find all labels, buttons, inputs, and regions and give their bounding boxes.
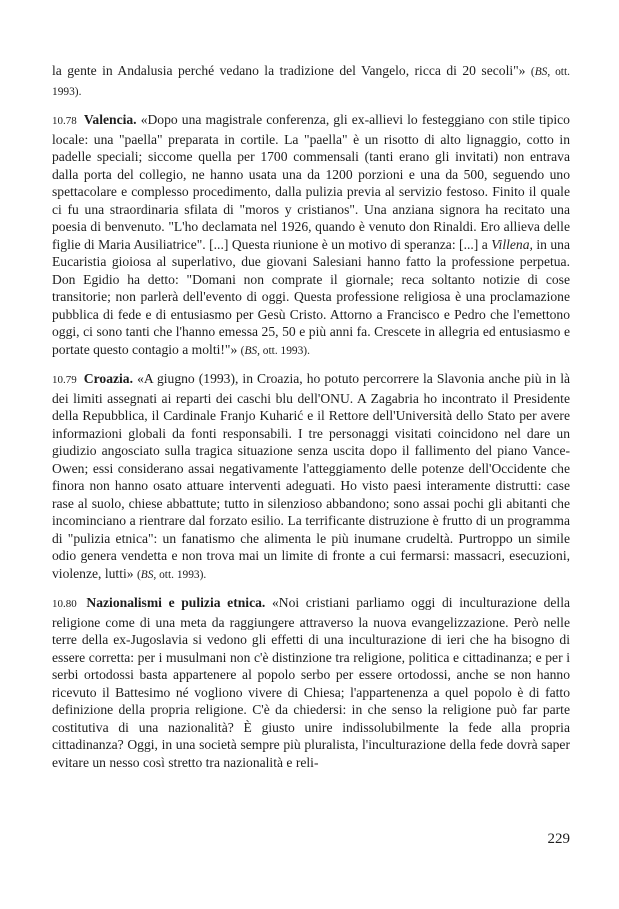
citation-source: BS <box>534 66 548 78</box>
citation: (BS, ott. 1993). <box>240 344 310 357</box>
paragraph-text: «A giugno (1993), in Croazia, ho potuto percorrere la Slavonia anche più in là dei limiti assegnati ai reparti dei caschi blu dell'ONU. A Zagabria ho incontrato il Presidente della Repubblica, il Cardinale Franjo Kuharić e il Rettore dell'Università dello Stato per avere informazioni globali da fonti responsabili. I tre personaggi visitati coincidono nel dare un giudizio angosciato sulla tragica situazione senza uscita dopo il fallimento del piano Vance-Owen; essi considerano assai negativamente l'atteggiamento delle potenze dell'Occidente che finora non hanno osato attuare interventi adeguati. Ho visto paesi interamente distrutti: case rase al suolo, chiese abbattute; tutto in silenzioso abbandono; sono assai pochi gli abitanti che incominciano a rientrare dal forzato esilio. La terrificante distruzione è frutto di un programma di "pulizia etnica": un fanatismo che alimenta le più inumane crudeltà. Purtroppo un simile odio genera vendetta e non trova mai un limite di fronte a cui fermarsi: massacri, esecuzioni, violenze, lutti» <box>52 371 571 581</box>
citation-source: BS, <box>140 568 157 581</box>
paragraph-heading: Croazia. <box>83 371 134 386</box>
paragraph-heading: Nazionalismi e pulizia etnica. <box>86 595 266 610</box>
paragraph-number: 10.80 <box>52 598 77 610</box>
paragraph-text: «Dopo una magistrale conferenza, gli ex-allievi lo festeggiano con stile tipico locale: una "paella" preparata in cortile. La "paella" è un risotto di alto lignaggio, cotto in padelle speciali; siccome quella per 1700 commensali (tanti erano gli invitati) non entrava dalla porta del collegio, ne hanno usata una da 1200 porzioni e una da 500, seguendo uno spettacolare e complesso procedimento, dalla pulizia previa al servizio festoso. Finito il quale ci fu una straordinaria sfilata di "moros y cristianos". Una anziana signora ha recitato una poesia di benvenuto. "L'ho declamata nel 1926, quando è venuto don Rinaldi. Ero allieva delle figlie di Maria Ausiliatrice". [...] Questa riunione è un motivo di speranza: [...] a <box>52 112 570 252</box>
paragraph-number: 10.79 <box>52 374 77 386</box>
citation: (BS, ott. 1993). <box>136 568 207 581</box>
citation: (BS, ott. 1993). <box>52 66 570 98</box>
paragraph-heading: Valencia. <box>83 112 137 127</box>
emphasis-text: Villena, <box>491 236 533 252</box>
citation-date: , ott. 1993). <box>52 66 570 98</box>
page-number: 229 <box>547 831 570 847</box>
paragraph-10-78 <box>52 111 570 360</box>
citation-date: ott. 1993). <box>259 344 310 357</box>
paragraph-number: 10.78 <box>52 115 77 127</box>
citation-source: BS, <box>244 344 260 357</box>
citation-date: ott. 1993). <box>156 568 207 581</box>
paragraph-continuation <box>52 62 570 101</box>
paragraph-text: la gente in Andalusia perché vedano la tradizione del Vangelo, ricca di 20 secoli"» <box>52 63 531 78</box>
paragraph-10-80 <box>52 594 570 771</box>
paragraph-text: «Noi cristiani parliamo oggi di inculturazione della religione come di una meta da raggiungere attraverso la nuova evangelizzazione. Però nelle terre della ex-Jugoslavia si vedono gli effetti di una inculturazione di ieri che ha bisogno di essere corretta: per i musulmani non c'è distinzione tra religione, politica e cittadinanza; e per i serbi ortodossi basta appartenere al popolo serbo per essere ortodossi, anche se non hanno ricevuto il Battesimo né vogliono vivere di Chiesa; l'appartenenza a quel popolo è di fatto definizione della propria religione. C'è da chiedersi: in che senso la religione può far parte costitutiva di una nazionalità? È giusto unire indissolubilmente la fede alla propria cittadinanza? Oggi, in una società sempre più pluralista, l'inculturazione della fede dovrà saper evitare un nesso così stretto tra nazionalità e reli- <box>52 595 571 770</box>
paragraph-10-79 <box>52 370 570 584</box>
text-body <box>52 62 570 771</box>
paragraph-text-continued: in una Eucaristia gioiosa al superlativo, due giovani Salesiani hanno fatto la professione perpetua. Don Egidio ha detto: "Domani non comprate il giornale; reca soltanto notizie di cose transitorie; non parlerà dell'evento di oggi. Questa professione religiosa è una proclamazione pubblica di fede e di entusiasmo per Gesù Cristo. Attorno a Francisco e Pedro che l'emettono oggi, ci sono tanti che l'hanno emessa 25, 50 e più anni fa. Crescete in allegria ed entusiasmo e portate questo contagio a molti!"» <box>52 236 571 357</box>
